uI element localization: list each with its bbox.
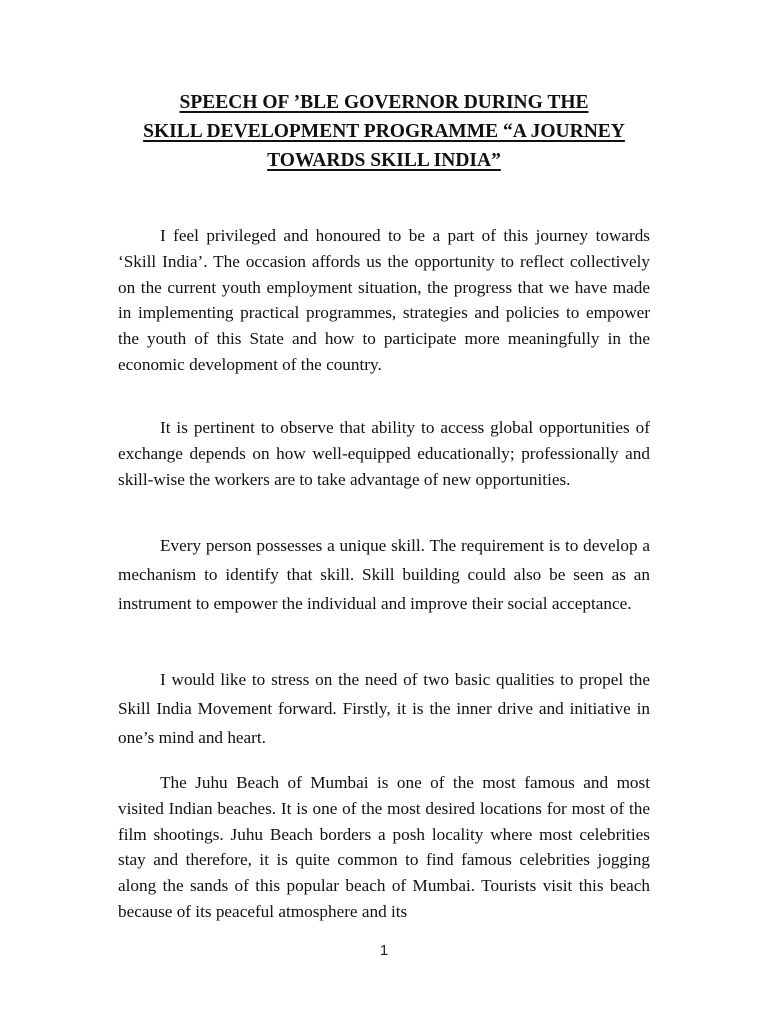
paragraph-3: Every person possesses a unique skill. The requirement is to develop a mechanism to identify that skill. Skill building could also be seen as an instrument to empower the individual and improve their social acceptance. <box>118 536 650 613</box>
paragraph-1: I feel privileged and honoured to be a part of this journey towards ‘Skill India’. The occasion affords us the opportunity to reflect collectively on the current youth employment situation, the progress that we have made in implementing practical programmes, strategies and policies to empower the youth of this State and how to participate more meaningfully in the economic development of the country. <box>118 226 650 374</box>
paragraph-4: I would like to stress on the need of two basic qualities to propel the Skill India Movement forward. Firstly, it is the inner drive and initiative in one’s mind and heart. <box>118 670 650 747</box>
paragraph-2: It is pertinent to observe that ability to access global opportunities of exchange depends on how well-equipped educationally; professionally and skill-wise the workers are to take advantage of new opportunities. <box>118 418 650 489</box>
title-line-3: TOWARDS SKILL INDIA” <box>267 150 501 171</box>
paragraph-5: The Juhu Beach of Mumbai is one of the most famous and most visited Indian beaches. It is one of the most desired locations for most of the film shootings. Juhu Beach borders a posh locality where most celebrities stay and therefore, it is quite common to find famous celebrities jogging along the sands of this popular beach of Mumbai. Tourists visit this beach because of its peaceful atmosphere and its <box>118 773 650 921</box>
speech-title <box>100 88 668 175</box>
title-line-2: SKILL DEVELOPMENT PROGRAMME “A JOURNEY <box>143 121 625 142</box>
page-number: 1 <box>379 942 389 959</box>
title-line-1: SPEECH OF ’BLE GOVERNOR DURING THE <box>179 92 589 113</box>
